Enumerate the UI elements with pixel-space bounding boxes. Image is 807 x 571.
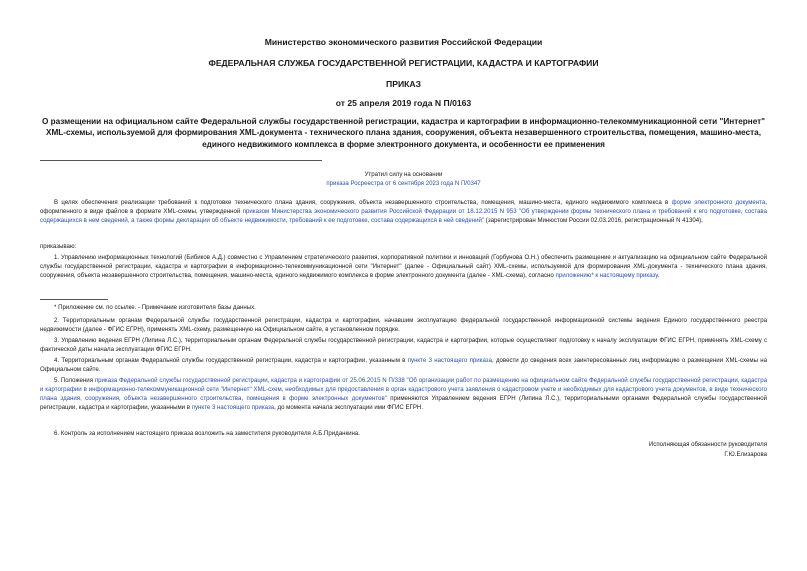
ministry-name: Министерство экономического развития Российской Федерации — [264, 37, 543, 47]
item-4-text-2: , довести до сведения всех заинтересованных лиц информацию о размещении XML-схемы на Официальном сайте. — [40, 357, 767, 373]
basis-order-link[interactable]: приказа Росреестра от 6 сентября 2023 года N П/0347 — [326, 180, 481, 187]
document-title: О размещении на официальном сайте Федеральной службы государственной регистрации, кадастра и картографии в информационно-телекоммуникационной сети "Интернет" XML-схемы, используемой для формирования XML-документа - технического плана здания, сооружения, объекта незавершенного строительства, помещения, машино-места, единого недвижимого комплекса в форме электронного документа, и особенности ее применения — [41, 117, 766, 149]
item-5-text-1: 5. Положения — [54, 377, 95, 384]
item-4-text-1: 4. Территориальным органам Федеральной службы государственной регистрации, кадастра и картографии, указанным в — [54, 357, 408, 364]
status-note — [270, 170, 537, 188]
service-name: ФЕДЕРАЛЬНАЯ СЛУЖБА ГОСУДАРСТВЕННОЙ РЕГИСТРАЦИИ, КАДАСТРА И КАРТОГРАФИИ — [208, 58, 599, 68]
item-5-text-3: , до момента начала эксплуатации ими ФГИС ЕГРН. — [274, 403, 424, 411]
item-3-reference-link[interactable]: пункте 3 настоящего приказа — [407, 357, 492, 364]
document-type: ПРИКАЗ — [386, 79, 421, 89]
item-1-text-2: . — [657, 271, 660, 279]
signature-block — [467, 440, 767, 459]
item-3-paragraph: 3. Управлению ведения ЕГРН (Липина Л.С.), территориальным органам Федеральной службы государственной регистрации, кадастра и картографии, которые осуществляют подготовку к началу эксплуатации ФГИС ЕГРН, применять XML-схему с фактической даты начала эксплуатации ФГИС ЕГРН. — [40, 337, 767, 353]
preamble-text-2: , оформленного в виде файлов в формате XML-схемы, утвержденной — [40, 199, 767, 215]
preamble-text-3: (зарегистрирован Минюстом России 02.03.2016, регистрационный N 41304), — [484, 216, 703, 224]
item-3-reference-link-2[interactable]: пункте 3 настоящего приказа — [191, 403, 275, 411]
footnote: * Приложение см. по ссылке. - Примечание изготовителя базы данных. — [54, 304, 256, 311]
ministry-order-953-link[interactable]: приказом Министерства экономического развития Российской Федерации от 18.12.2015 N 953 "Об утверждении формы технического плана и требований к его подготовке, состава содержащихся в нем сведений, а также формы декларации об объекте недвижимости, требований к ее подготовке, состава содержащихся в ней сведений" — [40, 207, 767, 224]
document-date-number: от 25 апреля 2019 года N П/0163 — [335, 98, 472, 108]
electronic-form-link[interactable]: форме электронного документа — [671, 199, 766, 206]
item-5-text-2: применяются Управлением ведения ЕГРН (Липина Л.С.), территориальными органами Федеральной службы государственной регистрации, кадастра и картографии, указанными в — [40, 394, 767, 411]
preamble-text-1: В целях обеспечения реализации требований к подготовке технического плана здания, сооружения, объекта незавершенного строительства, помещения, машино-места, единого недвижимого комплекса в — [54, 199, 672, 206]
footnote-divider — [40, 299, 108, 300]
order-338-link[interactable]: приказа Федеральной службы государственной регистрации, кадастра и картографии от 25.06.2015 N П/338 "Об организации работ по размещению на официальном сайте Федеральной службы государственной регистрации, кадастра и картографии в информационно-телекоммуникационной сети "Интернет" XML-схем, необходимых для предоставления в орган кадастрового учета заявления о кадастровом учете и необходимых для кадастрового учета документов, в виде технического плана здания, сооружения, объекта незавершенного строительства, помещения в форме электронных документов" — [40, 377, 767, 402]
appendix-link[interactable]: приложению* к настоящему приказу — [555, 271, 658, 279]
item-1-text-1: 1. Управлению информационных технологий (Бибиков А.Д.) совместно с Управлением стратегического развития, корпоративной политики и инноваций (Горбунова О.Н.) обеспечить размещение и актуализацию на официальном сайте Федеральной службы государственной регистрации, кадастра и картографии в информационно-телекоммуникационной сети "Интернет" (далее - Официальный сайт) XML-схемы, используемой для формирования XML-документа - технического плана здания, сооружения, объекта незавершенного строительства, помещения, машино-места, единого недвижимого комплекса в форме электронного документа (далее - XML-схема), согласно — [40, 254, 767, 279]
item-1-paragraph — [40, 254, 767, 281]
item-4-paragraph — [40, 357, 767, 375]
signatory-name: Г.Ю.Елизарова — [724, 450, 767, 458]
lost-force-text: Утратил силу на основании — [364, 171, 443, 178]
ordered-word: приказываю: — [40, 243, 77, 250]
item-5-paragraph — [40, 377, 767, 413]
item-2-paragraph: 2. Территориальным органам Федеральной службы государственной регистрации, кадастра и картографии, начавшим эксплуатацию федеральной государственной информационной системы ведения Единого государственного реестра недвижимости (далее - ФГИС ЕГРН), применять XML-схему, размещенную на Официальном сайте, в установленном порядке. — [40, 317, 767, 333]
signatory-position: Исполняющая обязанности руководителя — [648, 441, 767, 448]
title-divider — [40, 160, 322, 161]
item-6-paragraph: 6. Контроль за исполнением настоящего приказа возложить на заместителя руководителя А.Б.Приданкина. — [54, 430, 360, 437]
preamble-paragraph — [40, 199, 767, 226]
